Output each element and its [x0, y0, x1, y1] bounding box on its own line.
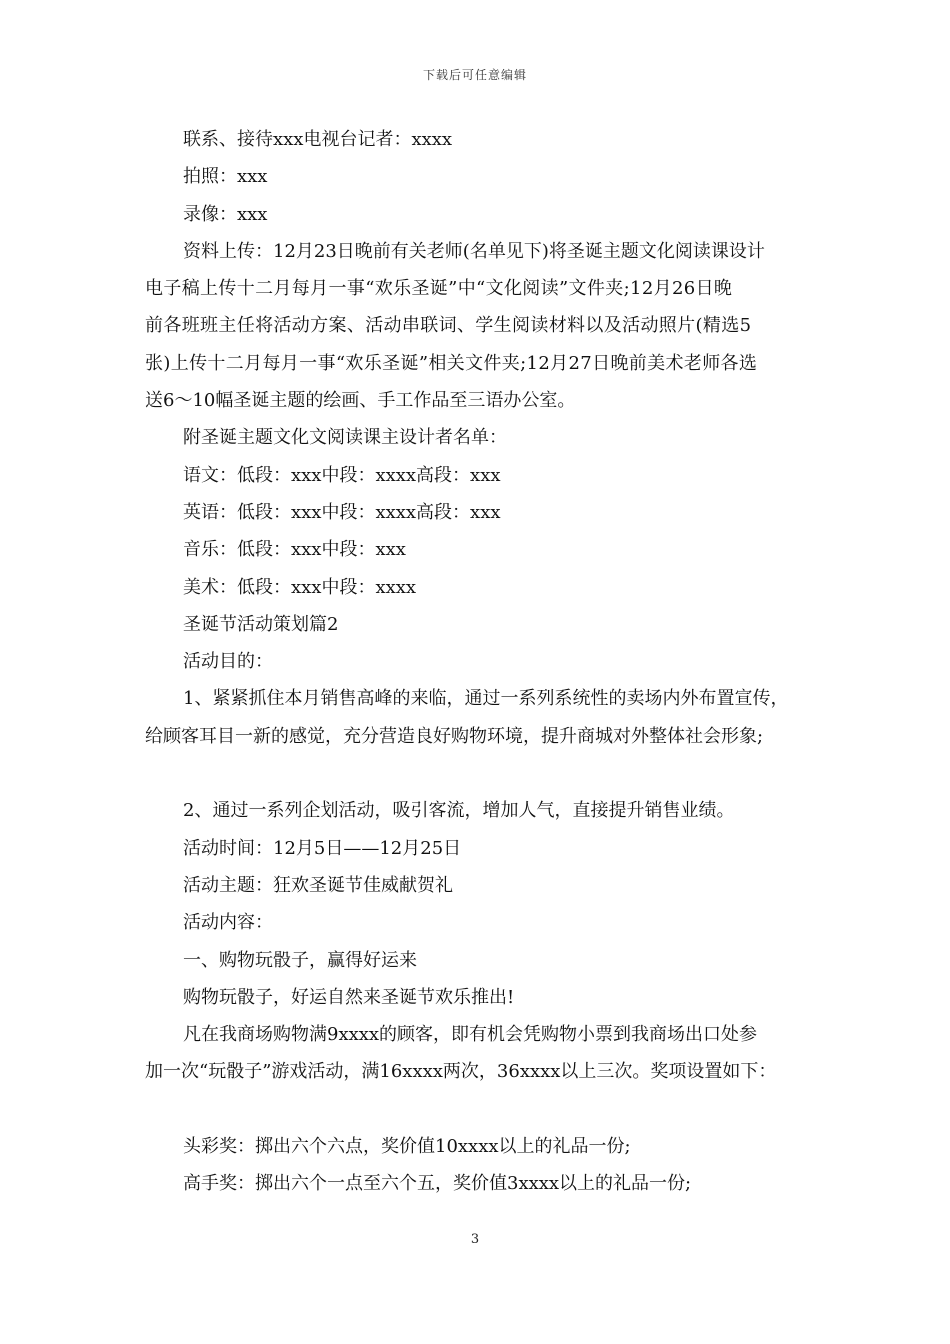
paragraph-line: 美术：低段：xxx中段：xxxx — [183, 576, 417, 598]
paragraph-line: 电子稿上传十二月每月一事“欢乐圣诞”中“文化阅读”文件夹;12月26日晚 — [145, 278, 733, 300]
paragraph-line: 张)上传十二月每月一事“欢乐圣诞”相关文件夹;12月27日晚前美术老师各选 — [145, 352, 758, 374]
paragraph-line: 英语：低段：xxx中段：xxxx高段：xxx — [183, 501, 501, 523]
paragraph-line: 凡在我商场购物满9xxxx的顾客，即有机会凭购物小票到我商场出口处参 — [183, 1024, 758, 1046]
page-header: 下载后可任意编辑 — [422, 68, 527, 82]
paragraph-line: 给顾客耳目一新的感觉，充分营造良好购物环境，提升商城对外整体社会形象; — [145, 725, 764, 747]
paragraph-line: 2、通过一系列企划活动，吸引客流，增加人气，直接提升销售业绩。 — [183, 800, 735, 822]
document-body — [145, 121, 815, 1203]
paragraph-line: 录像：xxx — [183, 203, 268, 225]
paragraph-line: 联系、接待xxx电视台记者：xxxx — [183, 129, 453, 150]
paragraph-line: 语文：低段：xxx中段：xxxx高段：xxx — [183, 464, 501, 486]
paragraph-line: 活动主题：狂欢圣诞节佳威献贺礼 — [183, 874, 453, 896]
paragraph-line: 头彩奖：掷出六个六点，奖价值10xxxx以上的礼品一份; — [183, 1136, 631, 1158]
paragraph-line: 活动时间：12月5日——12月25日 — [183, 837, 462, 859]
paragraph-line: 加一次“玩骰子”游戏活动，满16xxxx两次，36xxxx以上三次。奖项设置如下： — [145, 1061, 777, 1083]
paragraph-line: 资料上传：12月23日晚前有关老师(名单见下)将圣诞主题文化阅读课设计 — [183, 240, 765, 262]
paragraph-line: 活动目的： — [183, 651, 273, 673]
paragraph-line: 拍照：xxx — [183, 166, 268, 188]
section-heading: 圣诞节活动策划篇2 — [183, 613, 339, 635]
paragraph-line: 一、购物玩骰子，赢得好运来 — [183, 949, 417, 971]
paragraph-line: 购物玩骰子，好运自然来圣诞节欢乐推出! — [183, 986, 515, 1008]
paragraph-line: 1、紧紧抓住本月销售高峰的来临，通过一系列系统性的卖场内外布置宣传， — [183, 688, 789, 710]
paragraph-line: 附圣诞主题文化文阅读课主设计者名单： — [183, 427, 507, 449]
page-number: 3 — [470, 1232, 480, 1247]
paragraph-line: 前各班班主任将活动方案、活动串联词、学生阅读材料以及活动照片(精选5 — [145, 315, 752, 337]
paragraph-line: 高手奖：掷出六个一点至六个五，奖价值3xxxx以上的礼品一份; — [183, 1173, 692, 1195]
paragraph-line: 活动内容： — [183, 912, 273, 934]
paragraph-line: 音乐：低段：xxx中段：xxx — [183, 539, 406, 561]
blank-line — [145, 755, 815, 792]
blank-line — [145, 1091, 815, 1128]
paragraph-line: 送6～10幅圣诞主题的绘画、手工作品至三语办公室。 — [145, 390, 576, 412]
